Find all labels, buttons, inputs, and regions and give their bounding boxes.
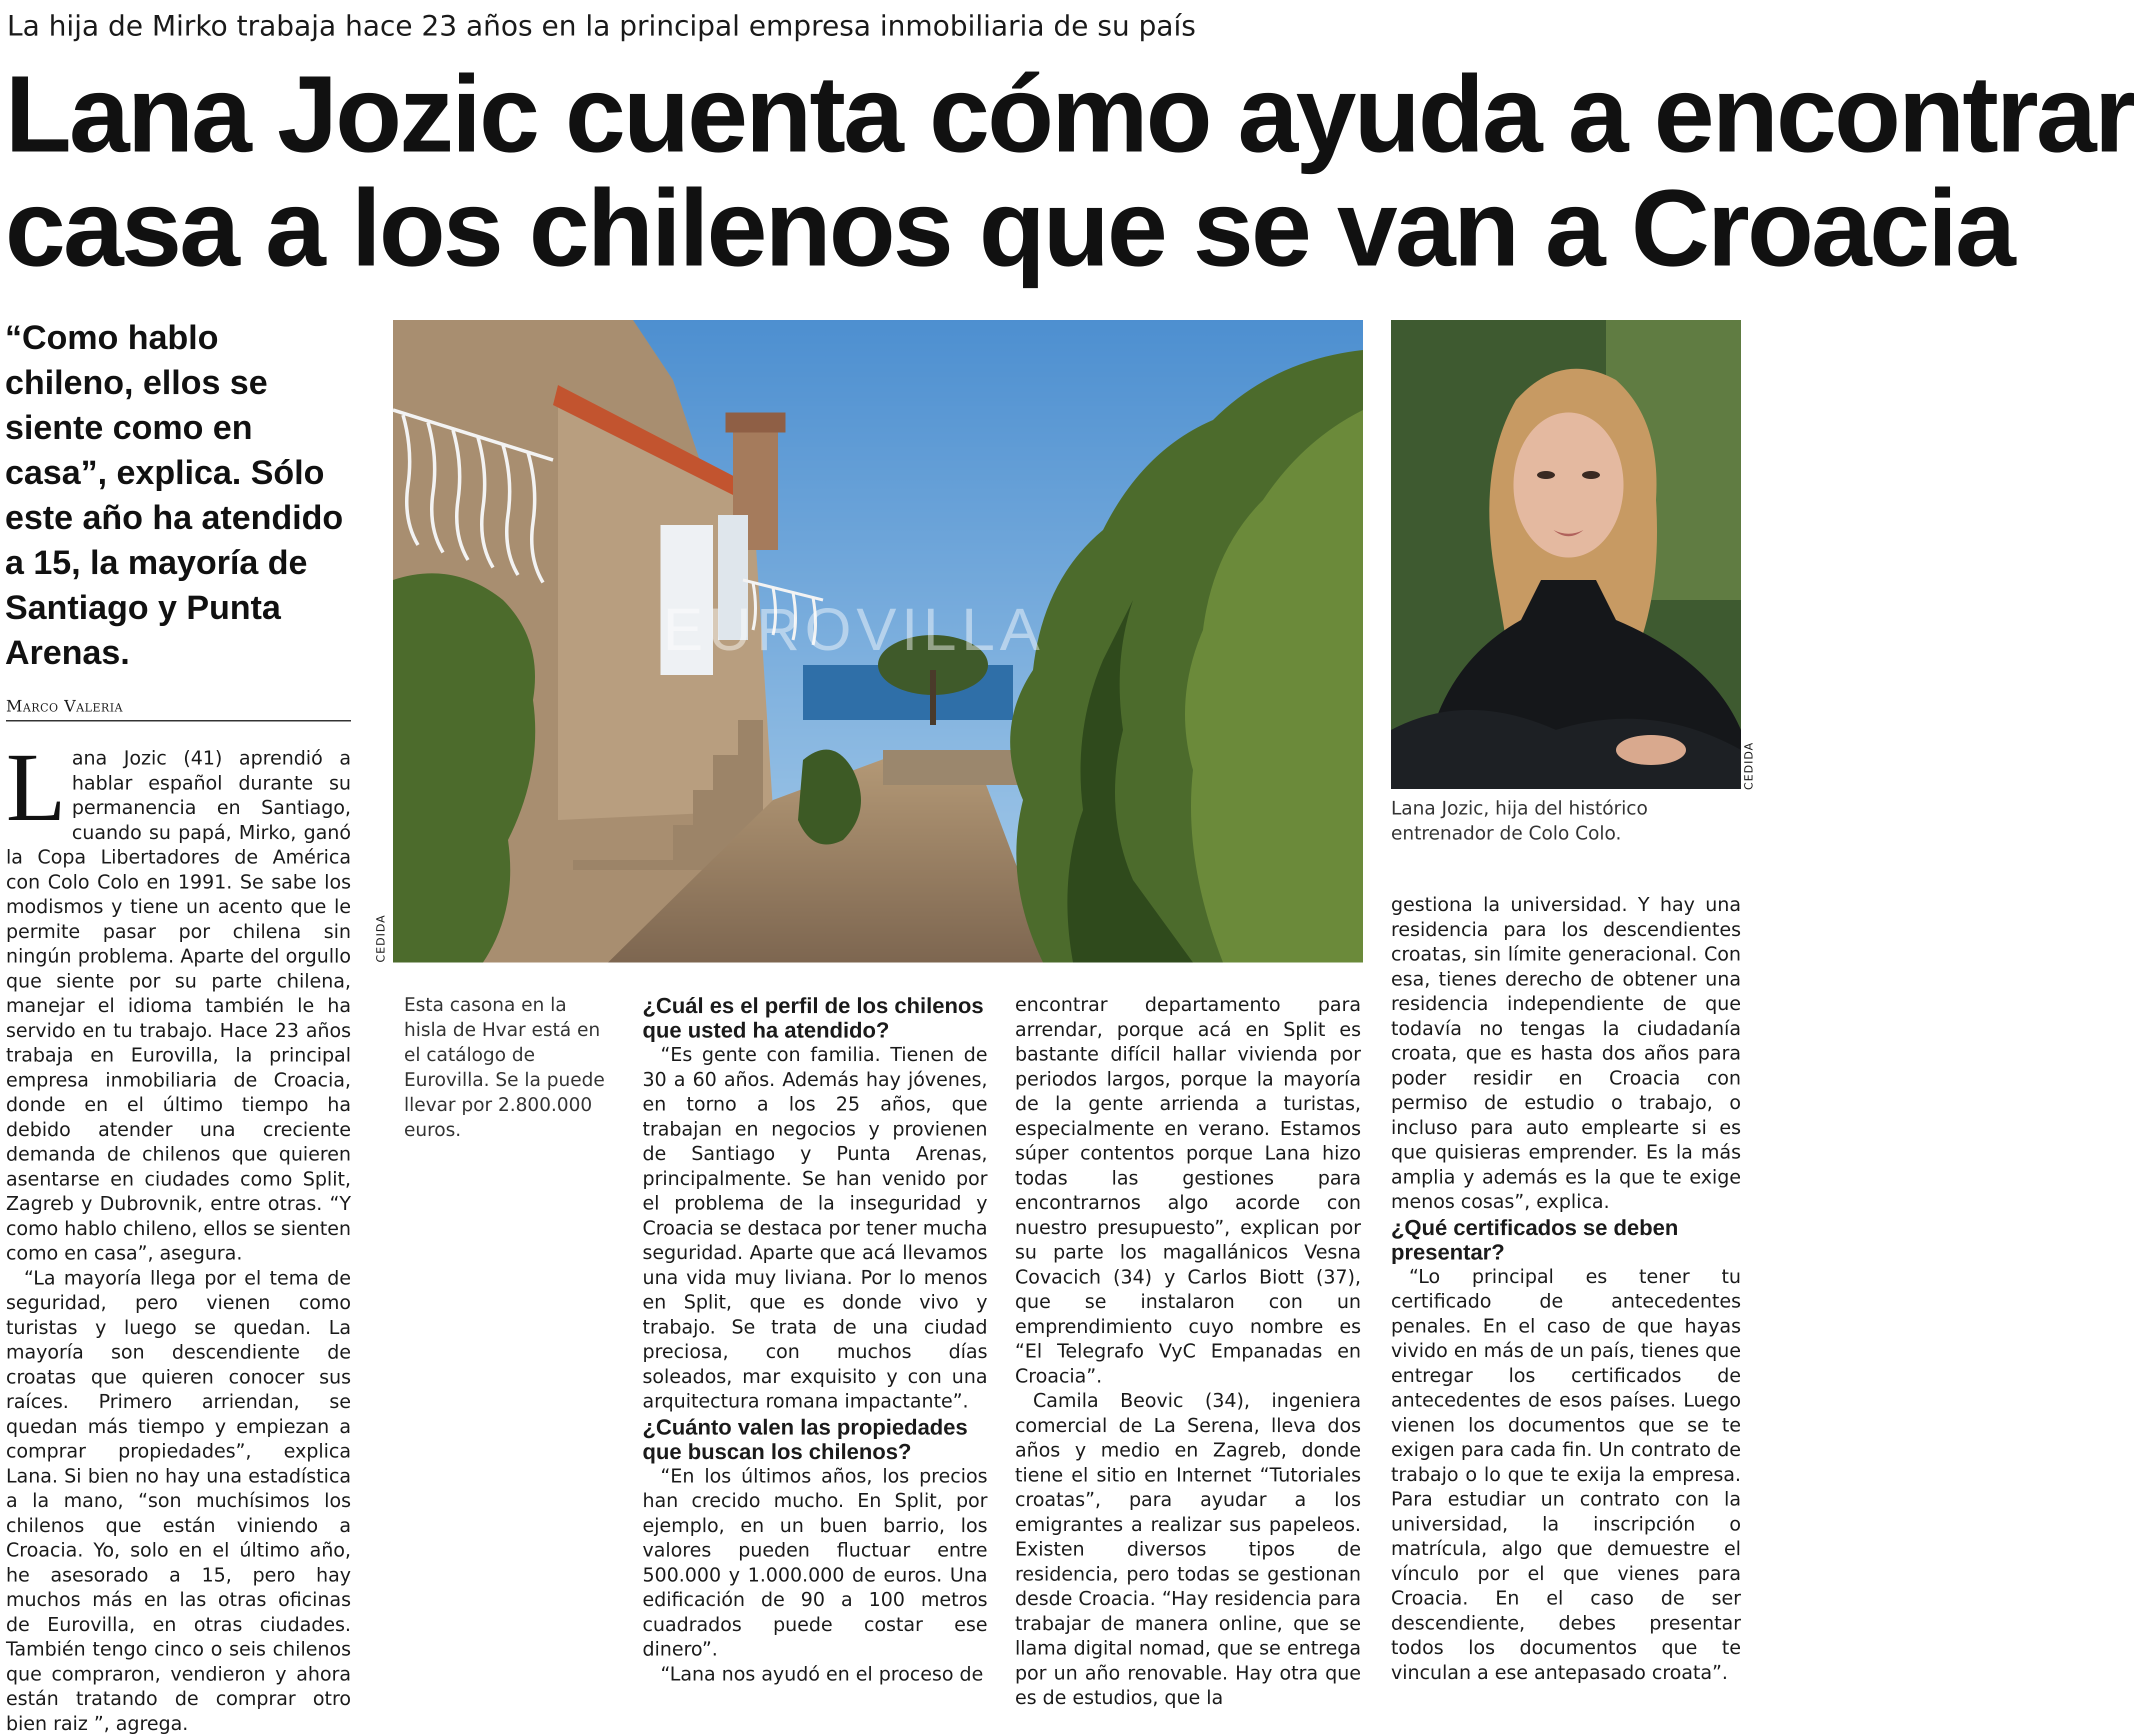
main-photo-caption: Esta casona en la hisla de Hvar está en el catálogo de Eurovilla. Se la puede llevar por 2.800.000 euros.	[404, 992, 614, 1142]
eye-right	[1582, 471, 1600, 479]
headline-line-1: Lana Jozic cuenta cómo ayuda a encontrar	[5, 58, 1745, 172]
headline	[5, 58, 1745, 286]
main-photo-credit: CEDIDA	[375, 914, 388, 962]
deck: “Como hablo chileno, ellos se siente como en casa”, explica. Sólo este año ha atendido a 15, la mayoría de Santiago y Punta Arenas.	[5, 315, 355, 675]
distant-tree-trunk	[930, 670, 936, 725]
answer-3: “Lana nos ayudó en el proceso de	[642, 1662, 988, 1687]
byline-name: Marco Valeria	[6, 696, 123, 716]
byline	[6, 695, 351, 722]
kicker: La hija de Mirko trabaja hace 23 años en la principal empresa inmobiliaria de su país	[7, 4, 1196, 49]
body-column-3	[1015, 992, 1361, 1710]
answer-1: “Es gente con familia. Tienen de 30 a 60 años. Además hay jóvenes, en torno a los 25 años, que trabajan en negocios y provienen de Santiago y Punta Arenas, principalmente. Se han venido por el problema de la inseguridad y Croacia se destaca por tener mucha seguridad. Aparte que acá llevamos una vida muy liviana. Por lo menos en Split, que es donde vivo y trabajo. Se trata de una ciudad preciosa, con muchos días soleados, mar exquisito y con una arquitectura romana impactante”.	[642, 1042, 988, 1414]
paragraph-4: Camila Beovic (34), ingeniera comercial de La Serena, lleva dos años y medio en Zagreb, donde tiene el sitio en Internet “Tutoriales croatas”, para ayudar a los emigrantes a realizar sus papeleos. Existen diversos tipos de residencia, pero todas se gestionan desde Croacia. “Hay residencia para trabajar de manera online, que se llama digital nomad, que se entrega por un año renovable. Hay otra que es de estudios, que la	[1015, 1388, 1361, 1710]
headline-line-2: casa a los chilenos que se van a Croacia	[5, 172, 1745, 286]
dropcap: L	[6, 750, 66, 825]
answer-2: “En los últimos años, los precios han crecido mucho. En Split, por ejemplo, en un buen barrio, los valores pueden fluctuar entre 500.000 y 1.000.000 de euros. Una edificación de 90 a 100 metros cuadrados puede costar ese dinero”.	[642, 1464, 988, 1662]
paragraph-1-text: ana Jozic (41) aprendió a hablar español durante su permanencia en Santiago, cuando su papá, Mirko, ganó la Copa Libertadores de América con Colo Colo en 1991. Se sabe los modismos y tiene un acento que le permite pasar por chilena sin ningún problema. Aparte del orgullo que siente por su parte chilena, manejar el idioma también le ha servido en tu trabajo. Hace 23 años trabaja en Eurovilla, la principal empresa inmobiliaria de Croacia, donde en el último tiempo ha debido atender una creciente demanda de chilenos que quieren asentarse en ciudades como Split, Zagreb y Dubrovnik, entre otras. “Y como hablo chileno, ellos se sienten como en casa”, asegura.	[6, 747, 351, 1264]
portrait-illustration	[1391, 320, 1741, 789]
paragraph-3: encontrar departamento para arrendar, porque acá en Split es bastante difícil hallar vivienda por periodos largos, porque la mayoría de la gente arrienda a turistas, especialmente en verano. Estamos súper contentos porque Lana hizo todas las gestiones para encontrarnos algo acorde con nuestro presupuesto”, explican por su parte los magallánicos Vesna Covacich (34) y Carlos Biott (37), que se instalaron con un emprendimiento cuyo nombre es “El Telegrafo VyC Empanadas en Croacia”.	[1015, 992, 1361, 1388]
question-1: ¿Cuál es el perfil de los chilenos que usted ha atendido?	[642, 994, 988, 1042]
portrait-photo	[1391, 320, 1741, 789]
body-column-1	[6, 746, 351, 1736]
hand	[1616, 735, 1686, 765]
main-photo-illustration	[393, 320, 1363, 962]
answer-4: “Lo principal es tener tu certificado de antecedentes penales. En el caso de que hayas vivido en más de un país, tienes que entregar los certificados de antecedentes de esos países. Luego vienen los documentos que se te exigen para cada fin. Un contrato de trabajo o lo que te exija la empresa. Para estudiar un contrato con la universidad, la inscripción o matrícula, algo que demuestre el vínculo por el que vienes para Croacia. En el caso de ser descendiente, debes presentar todos los documentos que te vinculan a ese antepasado croata”.	[1391, 1264, 1741, 1686]
chimney-cap	[726, 412, 786, 432]
eye-left	[1537, 471, 1555, 479]
portrait-photo-caption: Lana Jozic, hija del histórico entrenador de Colo Colo.	[1391, 796, 1671, 846]
watermark: EUROVILLA	[663, 596, 1045, 663]
question-2: ¿Cuánto valen las propiedades que buscan los chilenos?	[642, 1415, 988, 1464]
portrait-photo-credit: CEDIDA	[1743, 742, 1756, 790]
paragraph-5: gestiona la universidad. Y hay una residencia para los descendientes croatas, sin límite generacional. Con esa, tienes derecho de obtener una residencia independiente de que todavía no tengas la ciudadanía croata, que es hasta dos años para poder residir en Croacia con permiso de estudio o trabajo, o incluso para auto emplearte si es que quisieras emprender. Es la más amplia y además es la que te exige menos cosas”, explica.	[1391, 892, 1741, 1214]
question-3: ¿Qué certificados se deben presentar?	[1391, 1216, 1741, 1264]
main-photo	[393, 320, 1363, 962]
paragraph-2: “La mayoría llega por el tema de seguridad, pero vienen como turistas y luego se quedan. La mayoría son descendiente de croatas que quieren conocer sus raíces. Primero arriendan, se quedan más tiempo y empiezan a comprar propiedades”, explica Lana. Si bien no hay una estadística a la mano, “son muchísimos los chilenos que están viniendo a Croacia. Yo, solo en el último año, he asesorado a 15, pero hay muchos más en las otras oficinas de Eurovilla, en otras ciudades. También tengo cinco o seis chilenos que compraron, vendieron y ahora están tratando de comprar otro bien raiz ”, agrega.	[6, 1266, 351, 1736]
body-column-2	[642, 992, 988, 1686]
body-column-4	[1391, 892, 1741, 1685]
low-stone-wall	[883, 750, 1033, 785]
paragraph-1	[6, 746, 351, 1266]
